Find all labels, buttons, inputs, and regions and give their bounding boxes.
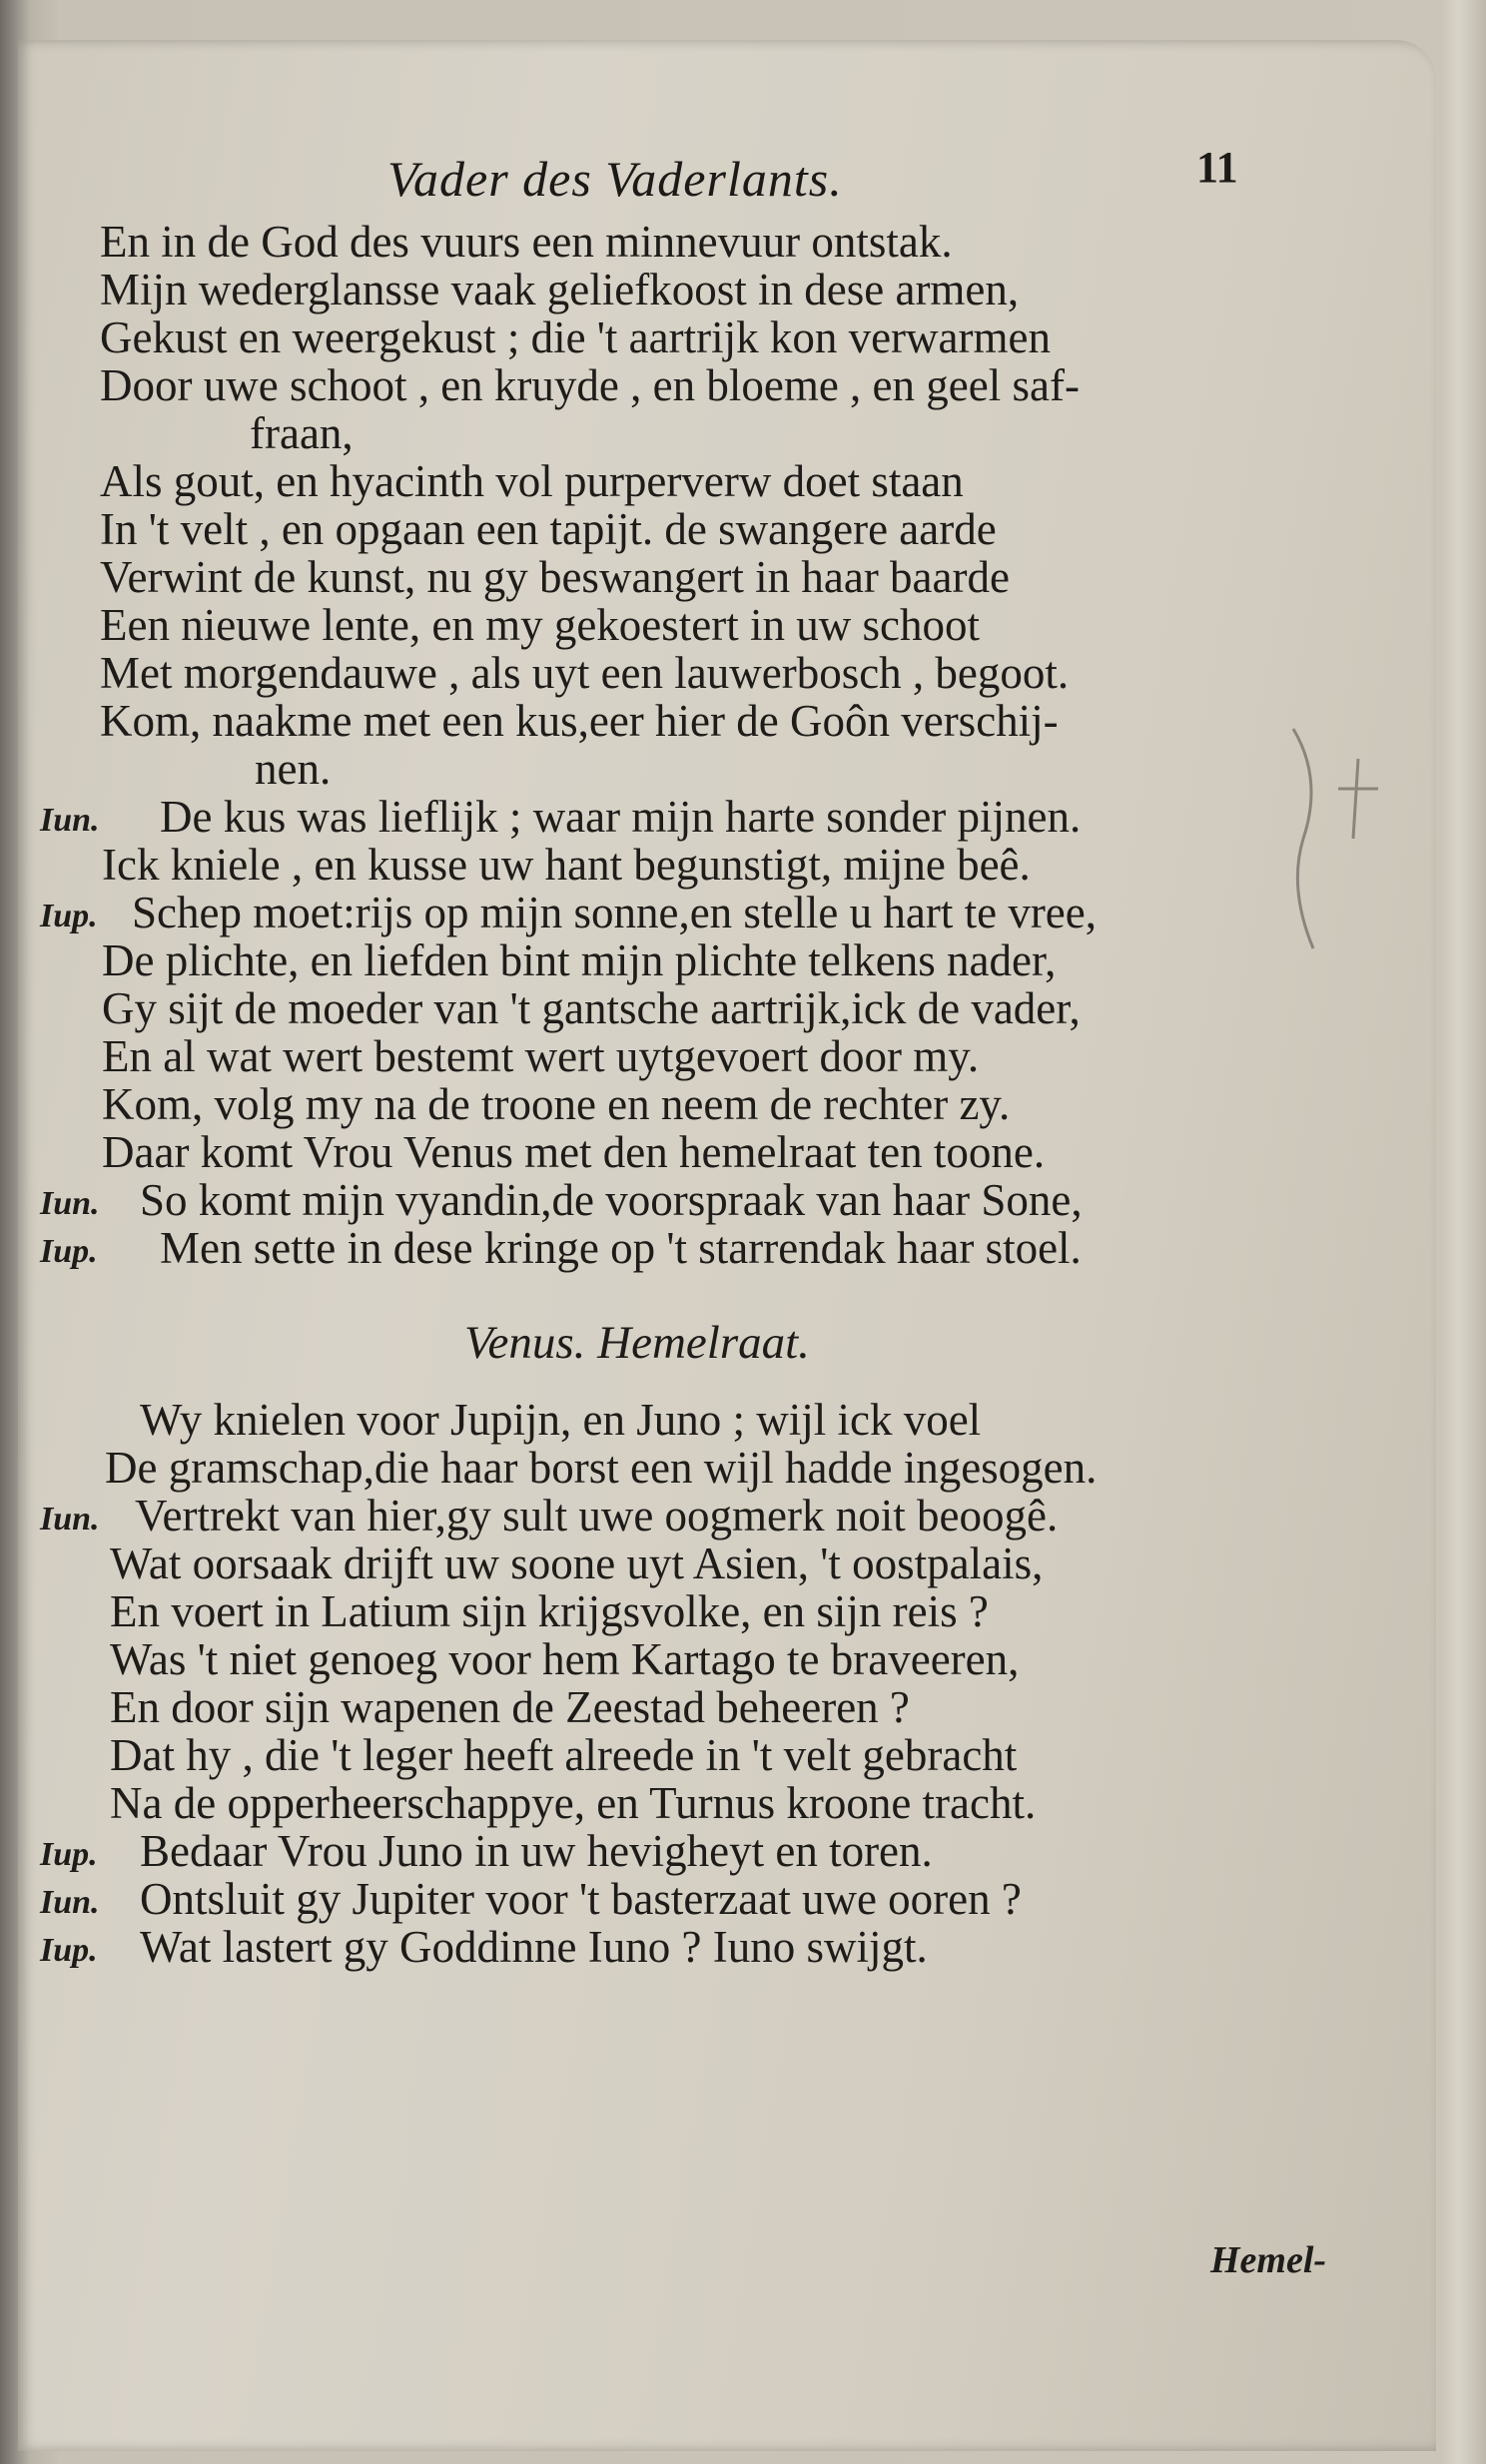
verse-line: [40, 1875, 1348, 1923]
verse-line: [40, 793, 1348, 841]
verse-text: De kus was lieflijk ; waar mijn harte sonder pijnen.: [160, 792, 1082, 842]
page-header: [387, 143, 1286, 210]
verse-line: [40, 457, 1348, 505]
speaker-abbreviation: Iun.: [40, 1884, 100, 1921]
verse-line: [40, 984, 1348, 1032]
verse-line: [40, 1587, 1348, 1635]
verse-text: Bedaar Vrou Juno in uw hevigheyt en toren.: [140, 1826, 933, 1876]
verse-text: In 't velt , en opgaan een tapijt. de swangere aarde: [100, 504, 997, 554]
verse-text: Verwint de kunst, nu gy beswangert in haar baarde: [100, 552, 1010, 602]
facing-page-edge: [1440, 0, 1486, 2464]
scene-heading: [40, 1312, 1348, 1374]
verse-text: fraan,: [250, 408, 354, 458]
verse-line: [40, 1080, 1348, 1128]
verse-line: [40, 1635, 1348, 1683]
verse-line: [40, 697, 1348, 745]
verse-text: En door sijn wapenen de Zeestad beheeren ?: [110, 1682, 910, 1732]
verse-text: Daar komt Vrou Venus met den hemelraat ten toone.: [102, 1127, 1046, 1177]
verse-line: [40, 1032, 1348, 1080]
verse-text: Wat lastert gy Goddinne Iuno ? Iuno swijgt.: [140, 1922, 928, 1972]
speaker-abbreviation: Iun.: [40, 1185, 100, 1222]
verse-text: nen.: [255, 744, 332, 794]
verse-text: En in de God des vuurs een minnevuur ontstak.: [100, 217, 953, 267]
page-number: 11: [1196, 143, 1238, 192]
verse-text: Gy sijt de moeder van 't gantsche aartrijk,ick de vader,: [102, 983, 1081, 1033]
verse-line: [40, 1779, 1348, 1827]
pencil-annotation-mark: [1283, 719, 1403, 958]
speaker-abbreviation: Iun.: [40, 1501, 100, 1538]
verse-text: Mijn wederglansse vaak geliefkoost in dese armen,: [100, 265, 1020, 314]
verse-text: Ick kniele , en kusse uw hant begunstigt, mijne beê.: [102, 840, 1031, 890]
verse-line: [40, 409, 1348, 457]
verse-line: [40, 1827, 1348, 1875]
verse-section-1: [40, 218, 1348, 1272]
verse-line: [40, 1540, 1348, 1587]
verse-text: Vertrekt van hier,gy sult uwe oogmerk noit beoogê.: [135, 1491, 1059, 1540]
verse-text: Na de opperheerschappye, en Turnus kroone tracht.: [110, 1778, 1037, 1828]
verse-text: So komt mijn vyandin,de voorspraak van haar Sone,: [140, 1175, 1083, 1225]
verse-line: [40, 266, 1348, 313]
verse-text: Schep moet:rijs op mijn sonne,en stelle u hart te vree,: [132, 888, 1098, 937]
verse-block: [40, 218, 1348, 1971]
verse-text: En voert in Latium sijn krijgsvolke, en sijn reis ?: [110, 1586, 989, 1636]
verse-line: [40, 649, 1348, 697]
verse-line: [40, 553, 1348, 601]
scene-heading-text: Venus. Hemelraat.: [464, 1317, 810, 1369]
verse-line: [40, 1731, 1348, 1779]
verse-line: [40, 1396, 1348, 1444]
verse-line: [40, 361, 1348, 409]
verse-text: Kom, volg my na de troone en neem de rechter zy.: [102, 1079, 1011, 1129]
verse-text: De gramschap,die haar borst een wijl hadde ingesogen.: [105, 1443, 1098, 1493]
section-gap: [40, 1272, 1348, 1312]
verse-line: [40, 1224, 1348, 1272]
verse-text: Gekust en weergekust ; die 't aartrijk kon verwarmen: [100, 312, 1051, 362]
verse-line: [40, 1683, 1348, 1731]
verse-text: Wy knielen voor Jupijn, en Juno ; wijl ick voel: [140, 1395, 982, 1445]
verse-text: Als gout, en hyacinth vol purperverw doet staan: [100, 456, 964, 506]
catchword: Hemel-: [1210, 2239, 1327, 2281]
speaker-abbreviation: Iup.: [40, 898, 98, 934]
verse-text: Dat hy , die 't leger heeft alreede in 't velt gebracht: [110, 1730, 1018, 1780]
running-title: Vader des Vaderlants.: [387, 151, 843, 207]
verse-text: Men sette in dese kringe op 't starrendak haar stoel.: [160, 1223, 1082, 1273]
verse-line: [40, 505, 1348, 553]
verse-line: [40, 889, 1348, 936]
verse-line: [40, 1176, 1348, 1224]
verse-text: Wat oorsaak drijft uw soone uyt Asien, 't oostpalais,: [110, 1539, 1044, 1588]
verse-text: Ontsluit gy Jupiter voor 't basterzaat uwe ooren ?: [140, 1874, 1022, 1924]
verse-line: [40, 841, 1348, 889]
verse-text: En al wat wert bestemt wert uytgevoert door my.: [102, 1031, 980, 1081]
verse-text: Door uwe schoot , en kruyde , en bloeme , en geel saf-: [100, 360, 1080, 410]
verse-text: Een nieuwe lente, en my gekoestert in uw schoot: [100, 600, 980, 650]
verse-section-2: [40, 1396, 1348, 1971]
verse-line: [40, 1492, 1348, 1540]
verse-text: Met morgendauwe , als uyt een lauwerbosch , begoot.: [100, 648, 1070, 698]
verse-text: De plichte, en liefden bint mijn plichte telkens nader,: [102, 935, 1057, 985]
verse-text: Kom, naakme met een kus,eer hier de Goôn verschij-: [100, 696, 1059, 746]
speaker-abbreviation: Iup.: [40, 1932, 98, 1969]
verse-line: [40, 313, 1348, 361]
verse-line: [40, 1444, 1348, 1492]
speaker-abbreviation: Iup.: [40, 1836, 98, 1873]
speaker-abbreviation: Iun.: [40, 802, 100, 839]
verse-line: [40, 1923, 1348, 1971]
verse-line: [40, 218, 1348, 266]
speaker-abbreviation: Iup.: [40, 1233, 98, 1270]
verse-line: [40, 1128, 1348, 1176]
verse-text: Was 't niet genoeg voor hem Kartago te braveeren,: [110, 1634, 1020, 1684]
verse-line: [40, 601, 1348, 649]
verse-line: [40, 936, 1348, 984]
verse-line: [40, 745, 1348, 793]
